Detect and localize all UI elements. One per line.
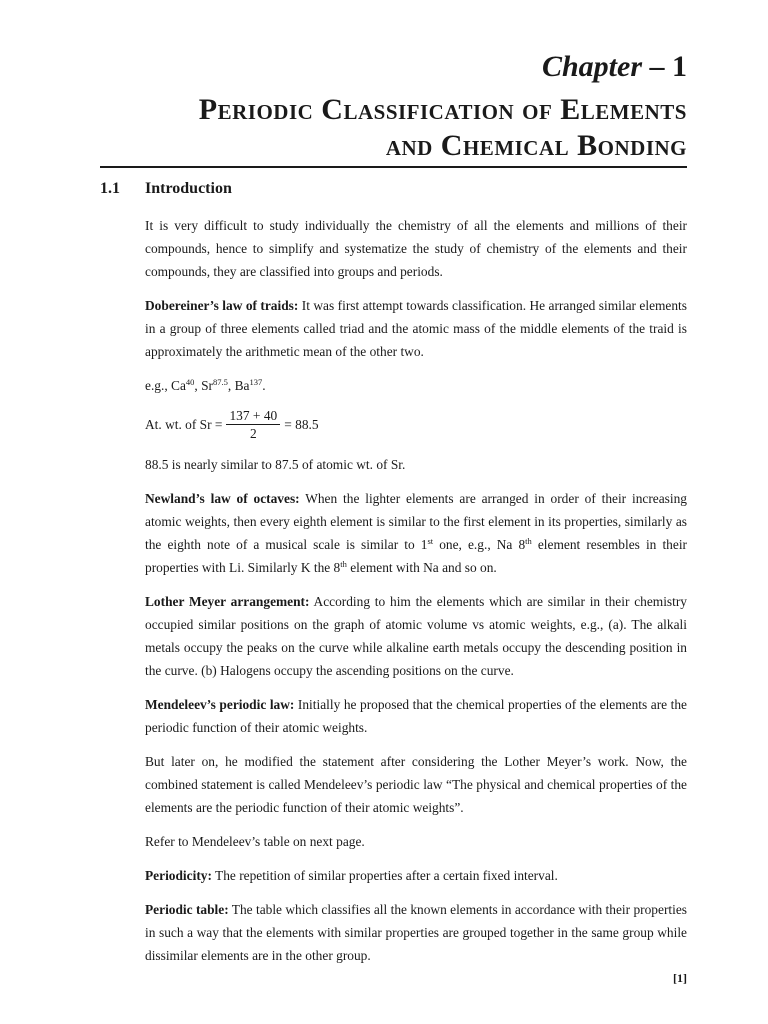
example-prefix: e.g., Ca bbox=[145, 378, 186, 393]
example-end: . bbox=[262, 378, 266, 393]
newland-label: Newland’s law of octaves: bbox=[145, 491, 300, 506]
chapter-title-line-2: and Chemical Bonding bbox=[385, 129, 687, 162]
newland-text-4: element with Na and so on. bbox=[346, 560, 497, 575]
newland-text-2: one, e.g., Na 8 bbox=[433, 537, 526, 552]
newland-text-3: element resembles in their properties with Li. Similarly K the 8 bbox=[145, 537, 687, 575]
mendeleev-paragraph bbox=[145, 693, 687, 739]
example-sep-1: , Sr bbox=[194, 378, 214, 393]
newland-sup-2: th bbox=[525, 536, 532, 546]
atomic-weight-formula bbox=[145, 405, 687, 443]
periodicity-text: The repetition of similar properties after a certain fixed interval. bbox=[211, 868, 558, 883]
periodicity-paragraph bbox=[145, 864, 687, 887]
formula-numerator: 137 + 40 bbox=[226, 407, 280, 425]
periodic-table-paragraph bbox=[145, 898, 687, 967]
formula-denominator: 2 bbox=[250, 425, 257, 441]
formula-rhs: = 88.5 bbox=[284, 416, 319, 432]
chapter-separator: – bbox=[649, 50, 665, 83]
mendeleev-text: Initially he proposed that the chemical properties of the elements are the periodic function of their atomic weights. bbox=[145, 697, 687, 735]
periodic-table-label: Periodic table: bbox=[145, 902, 229, 917]
chapter-number: 1 bbox=[672, 50, 687, 83]
page-number: [1] bbox=[673, 971, 687, 985]
modified-law-paragraph: But later on, he modified the statement after considering the Lother Meyer’s work. Now, the combined statement is called Mendeleev’s periodic law “The physical and chemical properties of the elements are the periodic function of their atomic weights”. bbox=[145, 754, 687, 815]
chapter-word: Chapter bbox=[541, 50, 642, 83]
newland-sup-3: th bbox=[340, 559, 347, 569]
similarity-note: 88.5 is nearly similar to 87.5 of atomic wt. of Sr. bbox=[145, 457, 406, 472]
newland-paragraph bbox=[145, 487, 687, 579]
lother-text: According to him the elements which are similar in their chemistry occupied similar positions on the graph of atomic volume vs atomic weights, e.g., (a). The alkali metals occupy the peaks on the curve while alkaline earth metals occupy the descending position in the curve. (b) Halogens occupy the ascending positions on the curve. bbox=[145, 594, 687, 678]
chapter-label bbox=[542, 52, 687, 82]
periodicity-label: Periodicity: bbox=[145, 868, 212, 883]
body-text bbox=[145, 214, 687, 978]
newland-sup-1: st bbox=[427, 536, 434, 546]
mendeleev-label: Mendeleev’s periodic law: bbox=[145, 697, 295, 712]
triad-example bbox=[145, 374, 687, 397]
refer-paragraph: Refer to Mendeleev’s table on next page. bbox=[145, 834, 365, 849]
intro-paragraph: It is very difficult to study individually the chemistry of all the elements and millions of their compounds, hence to simplify and systematize the study of chemistry of the elements and their compounds, they are classified into groups and periods. bbox=[145, 218, 687, 279]
lother-paragraph bbox=[145, 590, 687, 682]
dobereiner-label: Dobereiner’s law of traids: bbox=[145, 298, 299, 313]
example-sep-2: , Ba bbox=[227, 378, 250, 393]
dobereiner-paragraph bbox=[145, 294, 687, 363]
header-rule bbox=[100, 166, 687, 168]
periodic-table-text: The table which classifies all the known elements in accordance with their properties in such a way that the elements with similar properties are grouped together in the same group while dissimilar elements are in the other group. bbox=[145, 902, 687, 963]
sr-mass: 87.5 bbox=[213, 377, 228, 387]
ba-mass: 137 bbox=[249, 377, 263, 387]
newland-text-1: When the lighter elements are arranged in order of their increasing atomic weights, then every eighth element is similar to the first element in its properties, similarly as the eighth note of a musical scale is similar to 1 bbox=[145, 491, 688, 552]
chapter-title bbox=[199, 92, 687, 164]
chapter-title-line-1: Periodic Classification of Elements bbox=[198, 93, 687, 126]
formula-lhs: At. wt. of Sr = bbox=[145, 416, 223, 432]
section-title: Introduction bbox=[145, 180, 232, 197]
section-number: 1.1 bbox=[100, 180, 120, 197]
dobereiner-text: It was first attempt towards classification. He arranged similar elements in a group of three elements called triad and the atomic mass of the middle elements of the traid is approximately the arithmetic mean of the other two. bbox=[145, 298, 687, 359]
ca-mass: 40 bbox=[185, 377, 195, 387]
lother-label: Lother Meyer arrangement: bbox=[145, 594, 310, 609]
formula-fraction bbox=[226, 407, 280, 442]
